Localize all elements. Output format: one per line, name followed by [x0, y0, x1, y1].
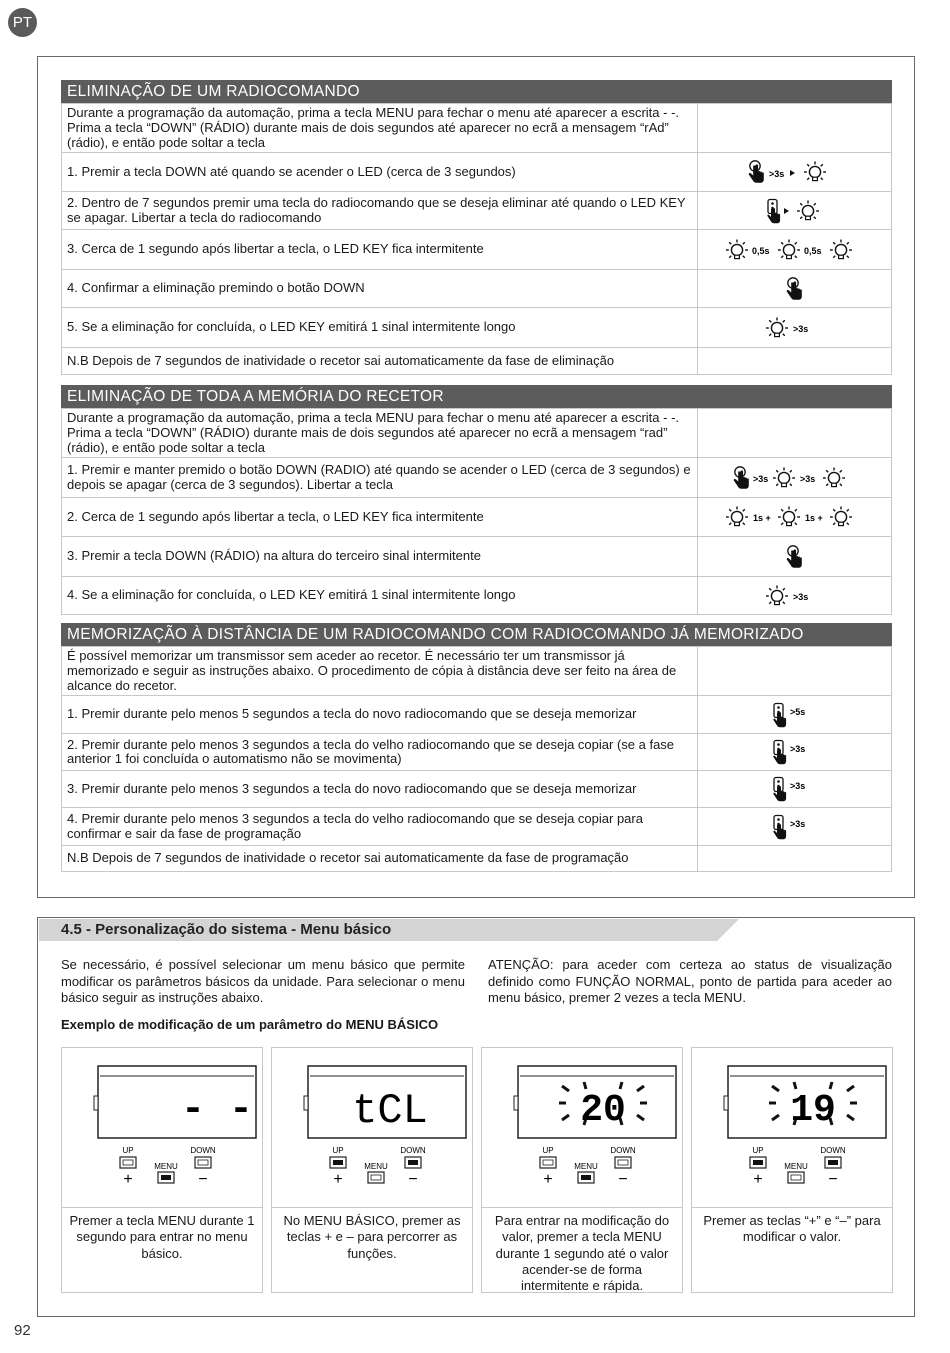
- step-text: 1. Premir a tecla DOWN até quando se acender o LED (cerca de 3 segundos): [62, 153, 698, 192]
- svg-text:MENU: MENU: [574, 1162, 598, 1171]
- panel-caption: Premer a tecla MENU durante 1 segundo para entrar no menu básico.: [62, 1207, 262, 1262]
- step-panel-4: [691, 1047, 893, 1293]
- panel-caption: No MENU BÁSICO, premer as teclas + e – para percorrer as funções.: [272, 1207, 472, 1262]
- icon-cell: [698, 153, 892, 192]
- svg-text:UP: UP: [542, 1146, 554, 1155]
- step-text: 2. Cerca de 1 segundo após libertar a tecla, o LED KEY fica intermitente: [62, 498, 698, 537]
- svg-text:DOWN: DOWN: [400, 1146, 426, 1155]
- step-text: 5. Se a eliminação for concluída, o LED KEY emitirá 1 sinal intermitente longo: [62, 308, 698, 348]
- plus-label: +: [123, 1171, 133, 1188]
- section-title: MEMORIZAÇÃO À DISTÂNCIA DE UM RADIOCOMANDO COM RADIOCOMANDO JÁ MEMORIZADO: [61, 623, 892, 646]
- svg-text:>3s: >3s: [799, 473, 815, 484]
- remote-led-off-icon: [760, 196, 830, 226]
- icon-cell: [698, 192, 892, 230]
- display-unit: [692, 1048, 892, 1204]
- attention-paragraph: ATENÇÃO: para aceder com certeza ao status de visualização definido como FUNÇÃO NORMAL, ponto de partida para aceder ao menu básico, premer 2 vezes a tecla MENU.: [488, 957, 892, 1005]
- display-readout: 20: [580, 1089, 626, 1132]
- svg-text:>5s: >5s: [789, 706, 805, 717]
- svg-text:UP: UP: [332, 1146, 344, 1155]
- svg-text:−: −: [618, 1171, 628, 1188]
- step-panel-1: [61, 1047, 263, 1293]
- icon-cell: [698, 647, 892, 696]
- remote-press-icon: [770, 812, 820, 842]
- step-text: 3. Premir a tecla DOWN (RÁDIO) na altura do terceiro sinal intermitente: [62, 537, 698, 577]
- display-unit: [482, 1048, 682, 1204]
- time-label: >3s: [768, 169, 784, 180]
- svg-text:1s +: 1s +: [804, 513, 823, 524]
- svg-text:>3s: >3s: [792, 323, 808, 334]
- icon-cell: [698, 537, 892, 577]
- step-text: 1. Premir durante pelo menos 5 segundos a tecla do novo radiocomando que se deseja memorizar: [62, 696, 698, 734]
- menu-key-label: MENU: [154, 1162, 178, 1171]
- svg-text:−: −: [828, 1171, 838, 1188]
- section-delete-all-memory: [61, 385, 892, 615]
- display-unit: [272, 1048, 472, 1204]
- display-readout: - -: [180, 1088, 254, 1133]
- svg-text:>3s: >3s: [789, 818, 805, 829]
- svg-text:>3s: >3s: [792, 591, 808, 602]
- svg-text:0,5s: 0,5s: [803, 245, 822, 256]
- svg-text:+: +: [333, 1171, 343, 1188]
- step-panel-3: [481, 1047, 683, 1293]
- led-blinking-icon: [725, 502, 865, 532]
- note-text: N.B Depois de 7 segundos de inatividade o recetor sai automaticamente da fase de eliminação: [62, 348, 698, 375]
- icon-cell: [698, 230, 892, 270]
- intro-paragraph: Se necessário, é possível selecionar um menu básico que permite modificar os parâmetros básicos da unidade. Para selecionar o menu básico seguir as instruções abaixo.: [61, 957, 465, 1005]
- icon-cell: [698, 458, 892, 498]
- down-key-label: DOWN: [190, 1146, 216, 1155]
- step-text: 4. Premir durante pelo menos 3 segundos a tecla do velho radiocomando que se deseja copiar para confirmar e sair da fase de programação: [62, 808, 698, 846]
- section-title: ELIMINAÇÃO DE TODA A MEMÓRIA DO RECETOR: [61, 385, 892, 408]
- subsection-header: [39, 919, 739, 941]
- led-blinking-icon: [725, 235, 865, 265]
- panel-caption: Para entrar na modificação do valor, premer a tecla MENU durante 1 segundo até o valor acender-se de forma intermitente e rápida.: [482, 1207, 682, 1294]
- display-unit: [62, 1048, 262, 1204]
- note-text: N.B Depois de 7 segundos de inatividade o recetor sai automaticamente da fase de programação: [62, 846, 698, 872]
- icon-cell: [698, 409, 892, 458]
- svg-text:−: −: [408, 1171, 418, 1188]
- svg-text:>3s: >3s: [789, 781, 805, 792]
- svg-text:UP: UP: [752, 1146, 764, 1155]
- remote-press-icon: [770, 774, 820, 804]
- svg-text:DOWN: DOWN: [610, 1146, 636, 1155]
- step-text: 3. Premir durante pelo menos 3 segundos a tecla do novo radiocomando que se deseja memorizar: [62, 771, 698, 808]
- intro-text: Durante a programação da automação, prima a tecla MENU para fechar o menu até aparecer a escrita - -. Prima a tecla “DOWN” (RÁDIO) durante mais de dois segundos até aparecer no ecrã a mensagem “rad” (rádio), e então pode soltar a tecla: [62, 409, 698, 458]
- svg-text:1s +: 1s +: [752, 513, 771, 524]
- language-badge: PT: [8, 8, 37, 37]
- step-panel-2: [271, 1047, 473, 1293]
- svg-text:DOWN: DOWN: [820, 1146, 846, 1155]
- subsection-title: 4.5 - Personalização do sistema - Menu básico: [61, 921, 392, 938]
- led-long-flash-icon: [765, 313, 825, 343]
- icon-cell: [698, 771, 892, 808]
- step-text: 2. Dentro de 7 segundos premir uma tecla do radiocomando que se deseja eliminar até quando o LED KEY se apagar. Libertar a tecla do radiocomando: [62, 192, 698, 230]
- display-readout: tCL: [352, 1087, 428, 1135]
- step-text: 1. Premir e manter premido o botão DOWN (RADIO) até quando se acender o LED (cerca de 3 segundos) e depois se apagar (cerca de 3 segundos). Libertar a tecla: [62, 458, 698, 498]
- icon-cell: [698, 498, 892, 537]
- icon-cell: [698, 348, 892, 375]
- press-hand-led-on-off-icon: [730, 463, 860, 493]
- icon-cell: [698, 808, 892, 846]
- icon-cell: [698, 308, 892, 348]
- icon-cell: [698, 270, 892, 308]
- icon-cell: [698, 734, 892, 771]
- step-text: 4. Confirmar a eliminação premindo o botão DOWN: [62, 270, 698, 308]
- intro-text: Durante a programação da automação, prima a tecla MENU para fechar o menu até aparecer a escrita - -. Prima a tecla “DOWN” (RÁDIO) durante mais de dois segundos até aparecer no ecrã a mensagem “rAd” (rádio), e então pode soltar a tecla: [62, 104, 698, 153]
- icon-cell: [698, 104, 892, 153]
- press-hand-icon: [783, 274, 807, 304]
- press-hand-led-icon: [745, 157, 845, 187]
- display-readout: 19: [790, 1089, 836, 1132]
- step-text: 2. Premir durante pelo menos 3 segundos a tecla do velho radiocomando que se deseja copiar (se a fase anterior 1 foi concluída o automatismo não se movimenta): [62, 734, 698, 771]
- remote-press-icon: [770, 737, 820, 767]
- section-title: ELIMINAÇÃO DE UM RADIOCOMANDO: [61, 80, 892, 103]
- icon-cell: [698, 577, 892, 615]
- up-key-label: UP: [122, 1146, 134, 1155]
- svg-text:>3s: >3s: [752, 473, 768, 484]
- remote-press-icon: [770, 700, 820, 730]
- led-long-flash-icon: [765, 581, 825, 611]
- svg-text:MENU: MENU: [784, 1162, 808, 1171]
- minus-label: −: [198, 1171, 208, 1188]
- svg-text:>3s: >3s: [789, 744, 805, 755]
- intro-text: É possível memorizar um transmissor sem aceder ao recetor. É necessário ter um transmissor já memorizado e seguir as instruções abaixo. O procedimento de cópia à distância deve ser feito na área de alcance do recetor.: [62, 647, 698, 696]
- panel-caption: Premer as teclas “+” e “–” para modificar o valor.: [692, 1207, 892, 1246]
- icon-cell: [698, 696, 892, 734]
- icon-cell: [698, 846, 892, 872]
- step-text: 4. Se a eliminação for concluída, o LED KEY emitirá 1 sinal intermitente longo: [62, 577, 698, 615]
- press-hand-icon: [783, 542, 807, 572]
- svg-text:+: +: [543, 1171, 553, 1188]
- svg-text:0,5s: 0,5s: [751, 245, 770, 256]
- step-text: 3. Cerca de 1 segundo após libertar a tecla, o LED KEY fica intermitente: [62, 230, 698, 270]
- svg-text:+: +: [753, 1171, 763, 1188]
- page-number: 92: [14, 1322, 31, 1339]
- example-title: Exemplo de modificação de um parâmetro do MENU BÁSICO: [61, 1017, 439, 1032]
- section-remote-copy: [61, 623, 892, 872]
- svg-text:MENU: MENU: [364, 1162, 388, 1171]
- section-delete-remote: [61, 80, 892, 375]
